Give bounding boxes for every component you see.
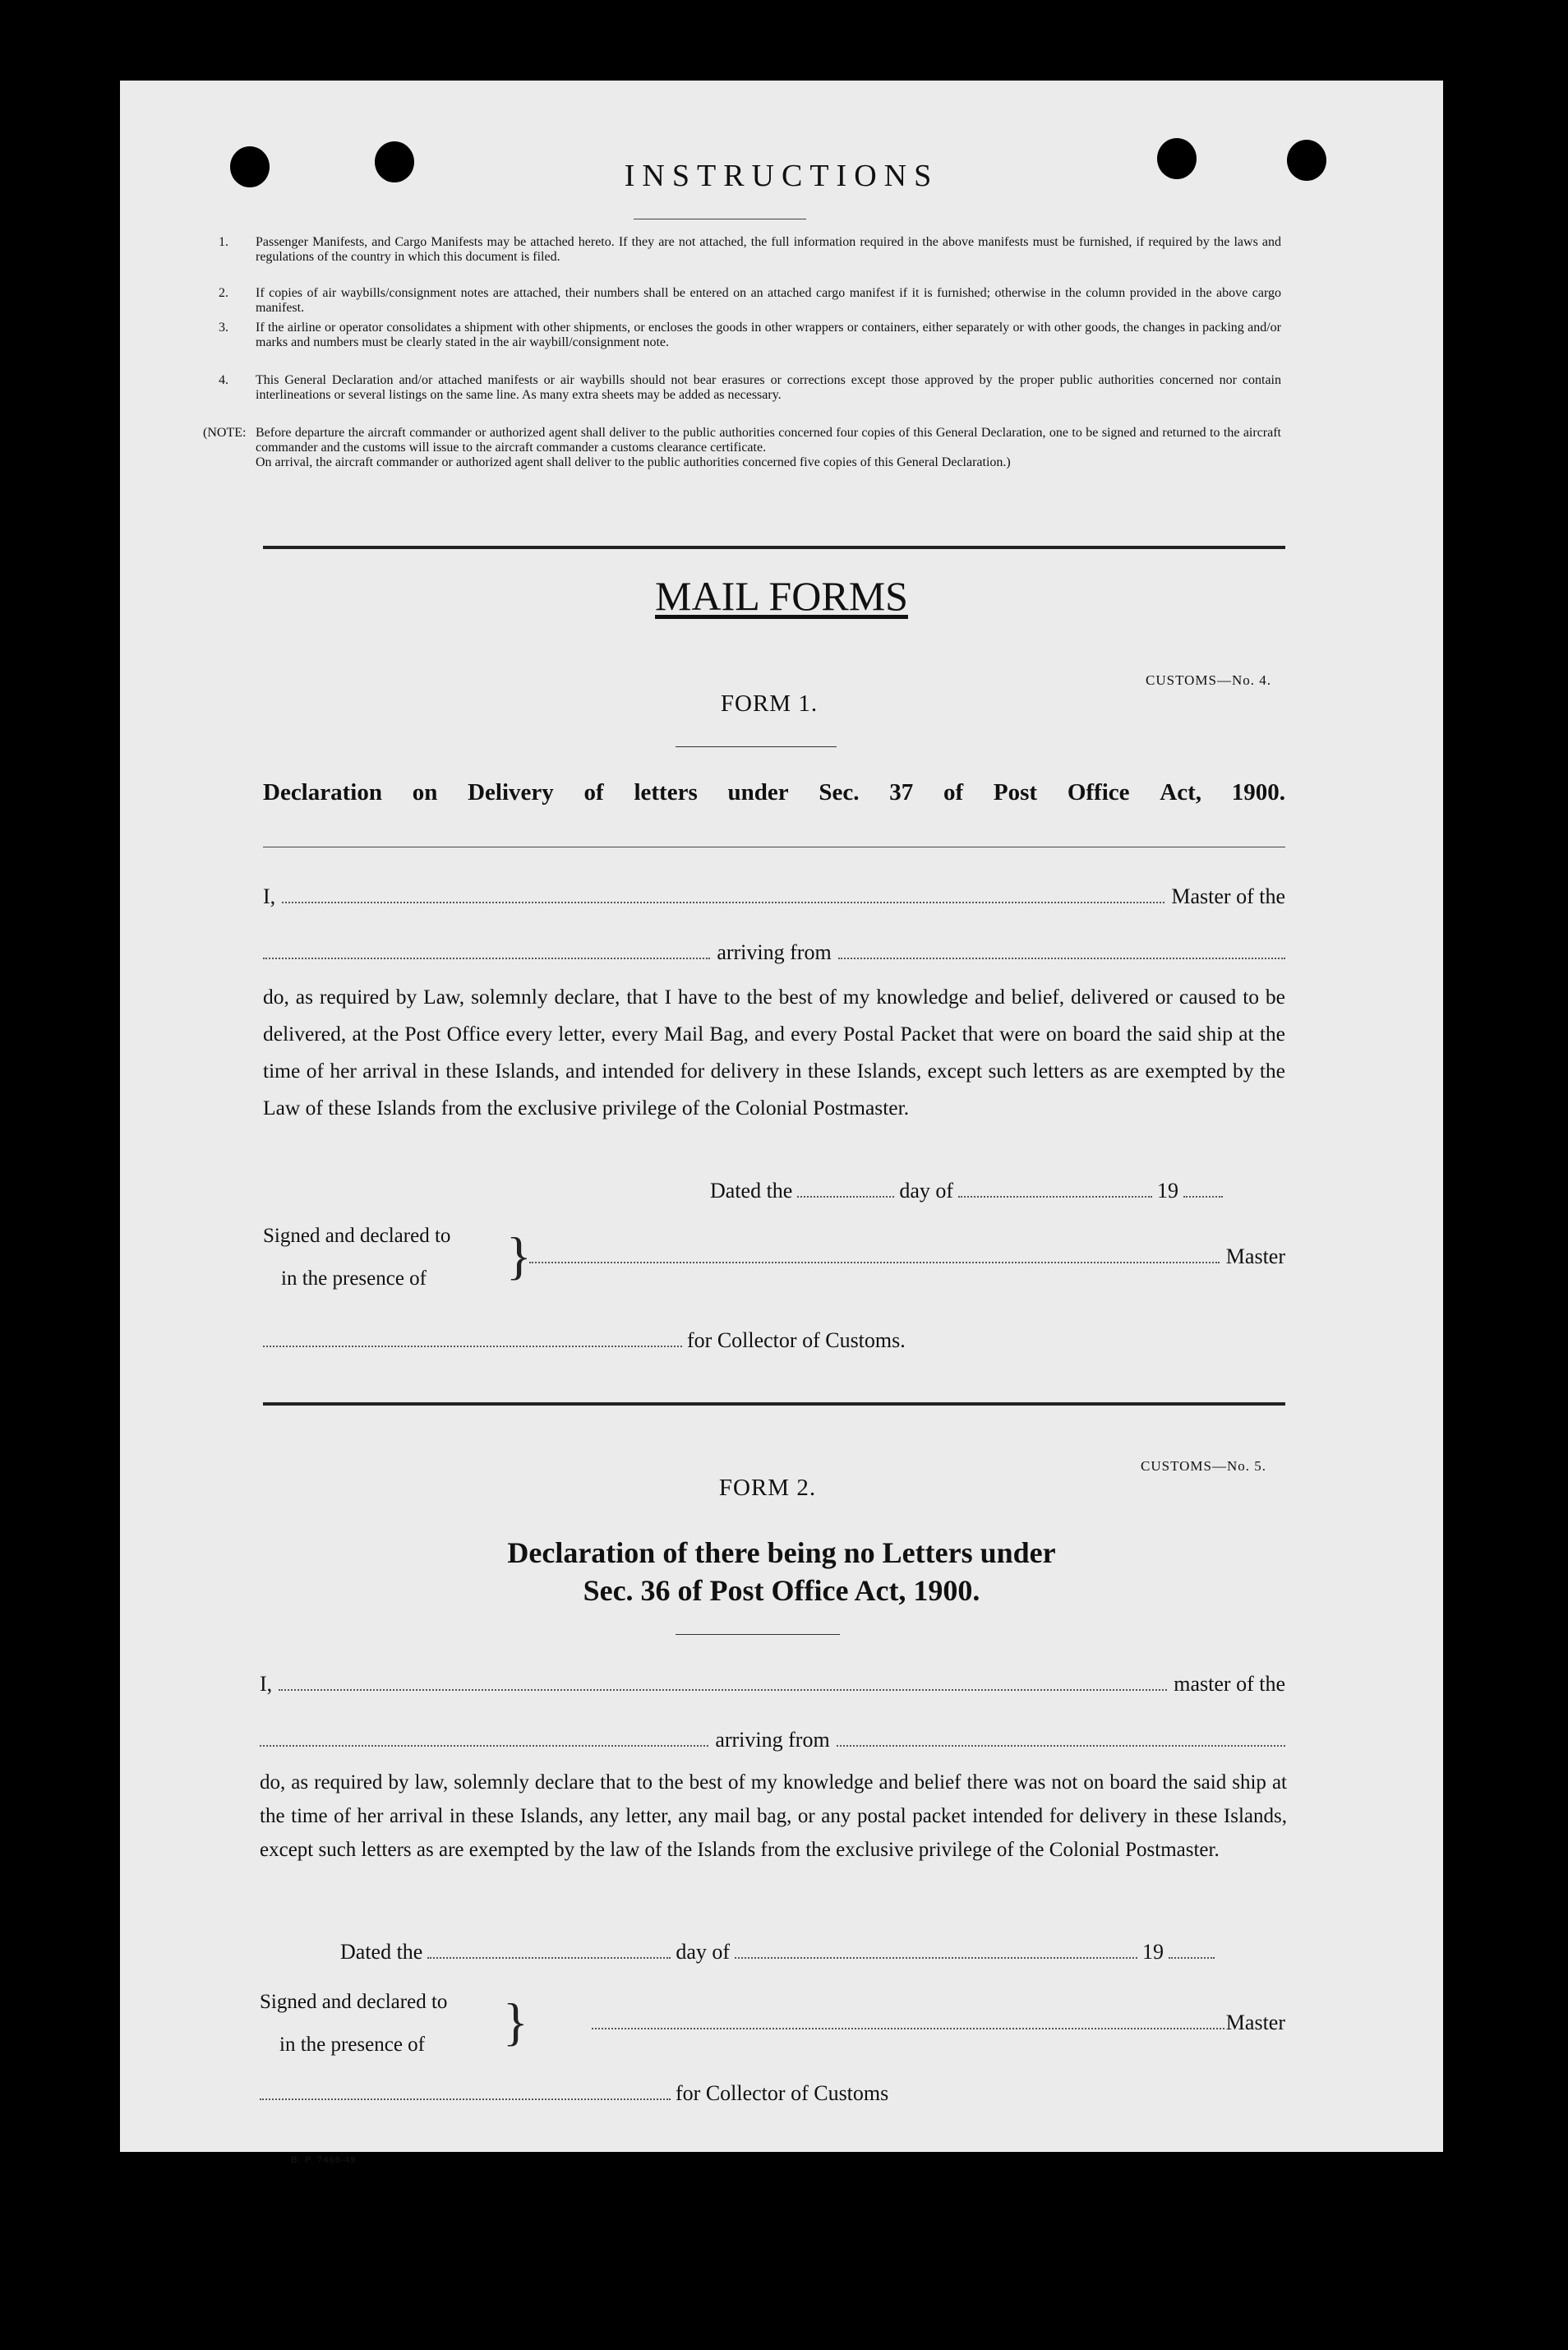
presence-label: in the presence of — [281, 1267, 427, 1290]
instruction-number: 1. — [219, 235, 228, 249]
field-label: I, — [263, 884, 276, 908]
instruction-text: If copies of air waybills/consignment notes are attached, their numbers shall be entered on an attached cargo manifest if it is furnished; otherwise in the column provided in the above cargo manifest. — [256, 286, 1281, 315]
note-label: (NOTE: — [203, 426, 247, 440]
form2-master-line — [260, 1672, 1285, 1697]
year-field[interactable] — [1169, 1942, 1215, 1959]
title-word: Declaration — [263, 779, 382, 806]
title-word: Act, — [1160, 779, 1201, 806]
divider — [263, 1402, 1285, 1406]
field-label: Master — [1225, 1244, 1285, 1268]
title-word: letters — [634, 779, 698, 806]
form2-date-line — [340, 1940, 1285, 1964]
document-page — [120, 81, 1443, 2165]
form1-declaration-body: do, as required by Law, solemnly declare, that I have to the best of my knowledge and belief, delivered or caused to be delivered, at the Post Office every letter, every Mail Bag, and every Postal Packet that were on board the said ship at the time of her arrival in these Islands, and intended for delivery in these Islands, except such letters as are exempted by the Law of these Islands from the exclusive privilege of the Colonial Postmaster. — [263, 985, 1285, 1120]
title-word: 1900. — [1231, 779, 1285, 806]
ship-field[interactable] — [260, 1730, 708, 1747]
field-label: for Collector of Customs. — [687, 1328, 906, 1352]
instructions-title: INSTRUCTIONS — [624, 159, 939, 193]
ship-field[interactable] — [263, 943, 710, 959]
name-field[interactable] — [279, 1674, 1167, 1691]
title-word: Post — [993, 779, 1038, 806]
note-text-arrival: On arrival, the aircraft commander or authorized agent shall deliver to the public authorities concerned five copies of this General Declaration.) — [256, 455, 1011, 469]
field-label: master of the — [1174, 1672, 1285, 1696]
divider — [263, 546, 1285, 549]
title-word: Office — [1067, 779, 1130, 806]
signed-label: Signed and declared to — [263, 1225, 451, 1247]
title-word: Delivery — [468, 779, 554, 806]
presence-label: in the presence of — [279, 2034, 426, 2056]
field-label: 19 — [1157, 1179, 1179, 1203]
customs-number: CUSTOMS—No. 5. — [1141, 1458, 1267, 1474]
instruction-number: 2. — [219, 286, 228, 300]
day-field[interactable] — [427, 1942, 671, 1959]
field-label: Dated the — [340, 1940, 423, 1964]
field-label: arriving from — [715, 1728, 830, 1752]
mail-forms-title: MAIL FORMS — [655, 573, 908, 619]
form2-signature-line — [592, 2011, 1285, 2035]
title-word: Sec. — [819, 779, 860, 806]
form2-collector-line — [260, 2081, 1081, 2106]
brace: } — [506, 1226, 532, 1285]
field-label: 19 — [1142, 1940, 1164, 1964]
collector-signature-field[interactable] — [260, 2084, 671, 2100]
form1-declaration-title — [263, 779, 1285, 806]
form1-collector-line — [263, 1328, 1085, 1353]
field-label: day of — [899, 1179, 954, 1203]
title-word: under — [727, 779, 789, 806]
field-label: I, — [260, 1672, 273, 1696]
field-label: day of — [676, 1940, 731, 1964]
name-field[interactable] — [282, 887, 1164, 903]
instruction-item — [219, 373, 1281, 403]
collector-signature-field[interactable] — [263, 1331, 682, 1347]
customs-number: CUSTOMS—No. 4. — [1146, 672, 1272, 688]
instruction-item — [219, 321, 1281, 350]
field-label: Dated the — [710, 1179, 793, 1203]
title-line: Declaration of there being no Letters under — [507, 1536, 1056, 1569]
form-heading: FORM 2. — [718, 1475, 817, 1501]
field-label: Master — [1225, 2011, 1285, 2034]
form1-master-line — [263, 884, 1285, 909]
instruction-number: 4. — [219, 373, 228, 387]
origin-field[interactable] — [837, 1730, 1285, 1747]
instruction-text: Passenger Manifests, and Cargo Manifests may be attached hereto. If they are not attached, the full information required in the above manifests must be furnished, if required by the laws and regulations of the country in which this document is filed. — [256, 235, 1281, 264]
month-field[interactable] — [735, 1942, 1137, 1959]
divider — [676, 746, 837, 747]
title-word: on — [412, 779, 438, 806]
title-word: of — [943, 779, 964, 806]
form2-declaration-body: do, as required by law, solemnly declare that to the best of my knowledge and belief there was not on board the said ship at the time of her arrival in these Islands, any letter, any mail bag, or any postal packet intended for delivery in these Islands, except such letters as are exempted by the law of the Islands from the exclusive privilege of the Colonial Postmaster. — [260, 1771, 1287, 1861]
instruction-number: 3. — [219, 321, 228, 335]
instruction-note — [203, 426, 1281, 470]
day-field[interactable] — [797, 1181, 894, 1198]
form2-arriving-line — [260, 1728, 1285, 1752]
form-heading: FORM 1. — [720, 690, 819, 717]
divider — [676, 1634, 840, 1635]
signed-label: Signed and declared to — [260, 1991, 448, 2013]
brace: } — [503, 1992, 528, 2051]
field-label: arriving from — [717, 940, 832, 964]
note-text: Before departure the aircraft commander or authorized agent shall deliver to the public authorities concerned four copies of this General Declaration, one to be signed and returned to the aircraft commander and the customs will issue to the aircraft commander a customs clearance certificate. — [256, 426, 1281, 455]
signature-field[interactable] — [592, 2013, 1224, 2029]
form1-arriving-line — [263, 940, 1285, 965]
signature-field[interactable] — [529, 1247, 1220, 1263]
instruction-item — [219, 235, 1281, 265]
form1-date-line — [710, 1179, 1285, 1203]
title-word: 37 — [889, 779, 914, 806]
instruction-item — [219, 286, 1281, 316]
origin-field[interactable] — [838, 943, 1285, 959]
field-label: for Collector of Customs — [676, 2081, 889, 2105]
field-label: Master of the — [1171, 884, 1285, 908]
title-line: Sec. 36 of Post Office Act, 1900. — [583, 1574, 980, 1607]
title-word: of — [583, 779, 604, 806]
form1-signature-line — [529, 1244, 1285, 1269]
year-field[interactable] — [1183, 1181, 1223, 1198]
month-field[interactable] — [958, 1181, 1152, 1198]
instruction-text: This General Declaration and/or attached manifests or air waybills should not bear erasures or corrections except those approved by the proper public authorities concerned nor contain interlineations or several listings on the same line. As many extra sheets may be added as necessary. — [256, 373, 1281, 402]
form2-declaration-title — [120, 1534, 1443, 1609]
print-code: B. P. 7469-49 — [291, 2155, 357, 2165]
instruction-text: If the airline or operator consolidates a shipment with other shipments, or encloses the goods in other wrappers or containers, either separately or with other goods, the changes in packing and/or marks and numbers must be clearly stated in the air waybill/consignment note. — [256, 321, 1281, 349]
